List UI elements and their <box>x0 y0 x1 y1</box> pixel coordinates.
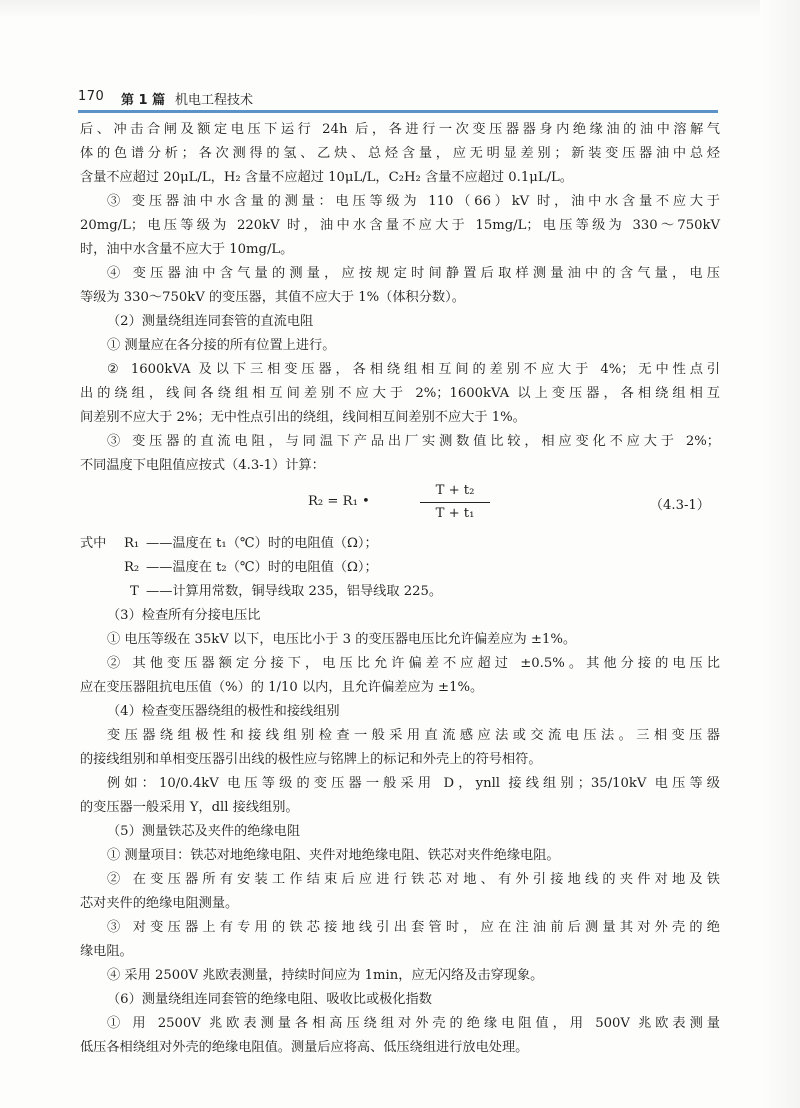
formula-denominator: T + t₁ <box>435 506 475 521</box>
text-line: 应在变压器阻抗电压值（%）的 1/10 以内，且允许偏差应为 ±1%。 <box>80 680 484 695</box>
legend-symbol: R₂ <box>124 560 140 575</box>
legend-row <box>80 532 720 556</box>
text-line: 20mg/L；电压等级为 220kV 时，油中水含量不应大于 15mg/L；电压等级为 330～750kV <box>80 218 720 233</box>
section-heading: （5）测量铁芯及夹件的绝缘电阻 <box>107 824 301 839</box>
legend-row <box>80 556 720 580</box>
text-line: 变压器绕组极性和接线组别检查一般采用直流感应法或交流电压法。三相变压器 <box>107 728 720 743</box>
header-rule <box>78 110 718 113</box>
text-line: ① 用 2500V 兆欧表测量各相高压绕组对外壳的绝缘电阻值，用 500V 兆欧表测量 <box>107 1016 720 1031</box>
text-line: ① 测量项目：铁芯对地绝缘电阻、夹件对地绝缘电阻、铁芯对夹件绝缘电阻。 <box>107 848 560 863</box>
legend-row <box>80 580 720 604</box>
legend-text: ——温度在 t₂（℃）时的电阻值（Ω）； <box>146 560 378 575</box>
text-line: 低压各相绕组对外壳的绝缘电阻值。测量后应将高、低压绕组进行放电处理。 <box>80 1040 529 1055</box>
legend-text: ——计算用常数，铜导线取 235，铝导线取 225。 <box>146 584 443 599</box>
text-line: 后、冲击合闸及额定电压下运行 24h 后，各进行一次变压器器身内绝缘油的油中溶解气 <box>80 122 720 137</box>
text-line: 例如：10/0.4kV 电压等级的变压器一般采用 D，ynll 接线组别；35/10kV 电压等级 <box>107 776 720 791</box>
part-label: 第 1 篇 <box>121 93 166 108</box>
legend-text: ——温度在 t₁（℃）时的电阻值（Ω）； <box>146 536 378 551</box>
legend-symbol: R₁ <box>124 536 140 551</box>
formula-4-3-1 <box>80 478 720 532</box>
text-line: ② 在变压器所有安装工作结束后应进行铁芯对地、有外引接地线的夹件对地及铁 <box>107 872 720 887</box>
section-heading: （2）测量绕组连同套管的直流电阻 <box>107 314 314 329</box>
text-line: 体的色谱分析；各次测得的氢、乙炔、总烃含量，应无明显差别；新装变压器油中总烃 <box>80 146 720 161</box>
text-line: 时，油中水含量不应大于 10mg/L。 <box>80 242 294 257</box>
formula-fraction <box>420 480 490 525</box>
text-line: ③ 变压器的直流电阻，与同温下产品出厂实测数值比较，相应变化不应大于 2%； <box>107 434 720 449</box>
scan-shadow-top <box>0 0 800 18</box>
page-number: 170 <box>78 89 105 104</box>
text-line: ③ 对变压器上有专用的铁芯接地线引出套管时，应在注油前后测量其对外壳的绝 <box>107 920 720 935</box>
text-line: ① 电压等级在 35kV 以下，电压比小于 3 的变压器电压比允许偏差应为 ±1%。 <box>107 632 577 647</box>
section-heading: （6）测量绕组连同套管的绝缘电阻、吸收比或极化指数 <box>107 992 432 1007</box>
equation-number: （4.3-1） <box>649 498 710 513</box>
text-line: 的接线组别和单相变压器引出线的极性应与铭牌上的标记和外壳上的符号相符。 <box>80 752 542 767</box>
section-heading: （3）检查所有分接电压比 <box>107 608 261 623</box>
page-body <box>80 118 720 1060</box>
scan-shadow-right <box>760 0 800 1108</box>
text-line: ③ 变压器油中水含量的测量：电压等级为 110（66）kV 时，油中水含量不应大于 <box>107 194 720 209</box>
text-line: 等级为 330～750kV 的变压器，其值不应大于 1%（体积分数）。 <box>80 290 465 305</box>
text-line: 间差别不应大于 2%；无中性点引出的绕组，线间相互间差别不应大于 1%。 <box>80 410 526 425</box>
text-line: ④ 变压器油中含气量的测量，应按规定时间静置后取样测量油中的含气量，电压 <box>107 266 720 281</box>
formula-lhs: R₂ = R₁ • <box>308 494 370 509</box>
section-heading: （4）检查变压器绕组的极性和接线组别 <box>107 704 340 719</box>
text-line: 缘电阻。 <box>80 944 133 959</box>
text-line: ② 其他变压器额定分接下，电压比允许偏差不应超过 ±0.5%。其他分接的电压比 <box>107 656 720 671</box>
text-line: 芯对夹件的绝缘电阻测量。 <box>80 896 239 911</box>
legend-symbol: T <box>130 584 139 599</box>
formula-numerator: T + t₂ <box>435 483 475 498</box>
text-line: ① 测量应在各分接的所有位置上进行。 <box>107 338 336 353</box>
book-section-title: 机电工程技术 <box>175 93 254 108</box>
legend-prefix: 式中 <box>80 536 107 551</box>
text-line: ④ 采用 2500V 兆欧表测量，持续时间应为 1min，应无闪络及击穿现象。 <box>107 968 544 983</box>
running-header <box>78 86 716 108</box>
text-line: 的变压器一般采用 Y，dll 接线组别。 <box>80 800 299 815</box>
text-line: 不同温度下电阻值应按式（4.3-1）计算： <box>80 458 325 473</box>
text-line: 出的绕组，线间各绕组相互间差别不应大于 2%；1600kVA 以上变压器，各相绕组相互 <box>80 386 720 401</box>
text-line: 含量不应超过 20μL/L，H₂ 含量不应超过 10μL/L，C₂H₂ 含量不应超过 0.1μL/L。 <box>80 170 573 185</box>
text-line: ② 1600kVA 及以下三相变压器，各相绕组相互间的差别不应大于 4%；无中性点引 <box>107 362 720 377</box>
